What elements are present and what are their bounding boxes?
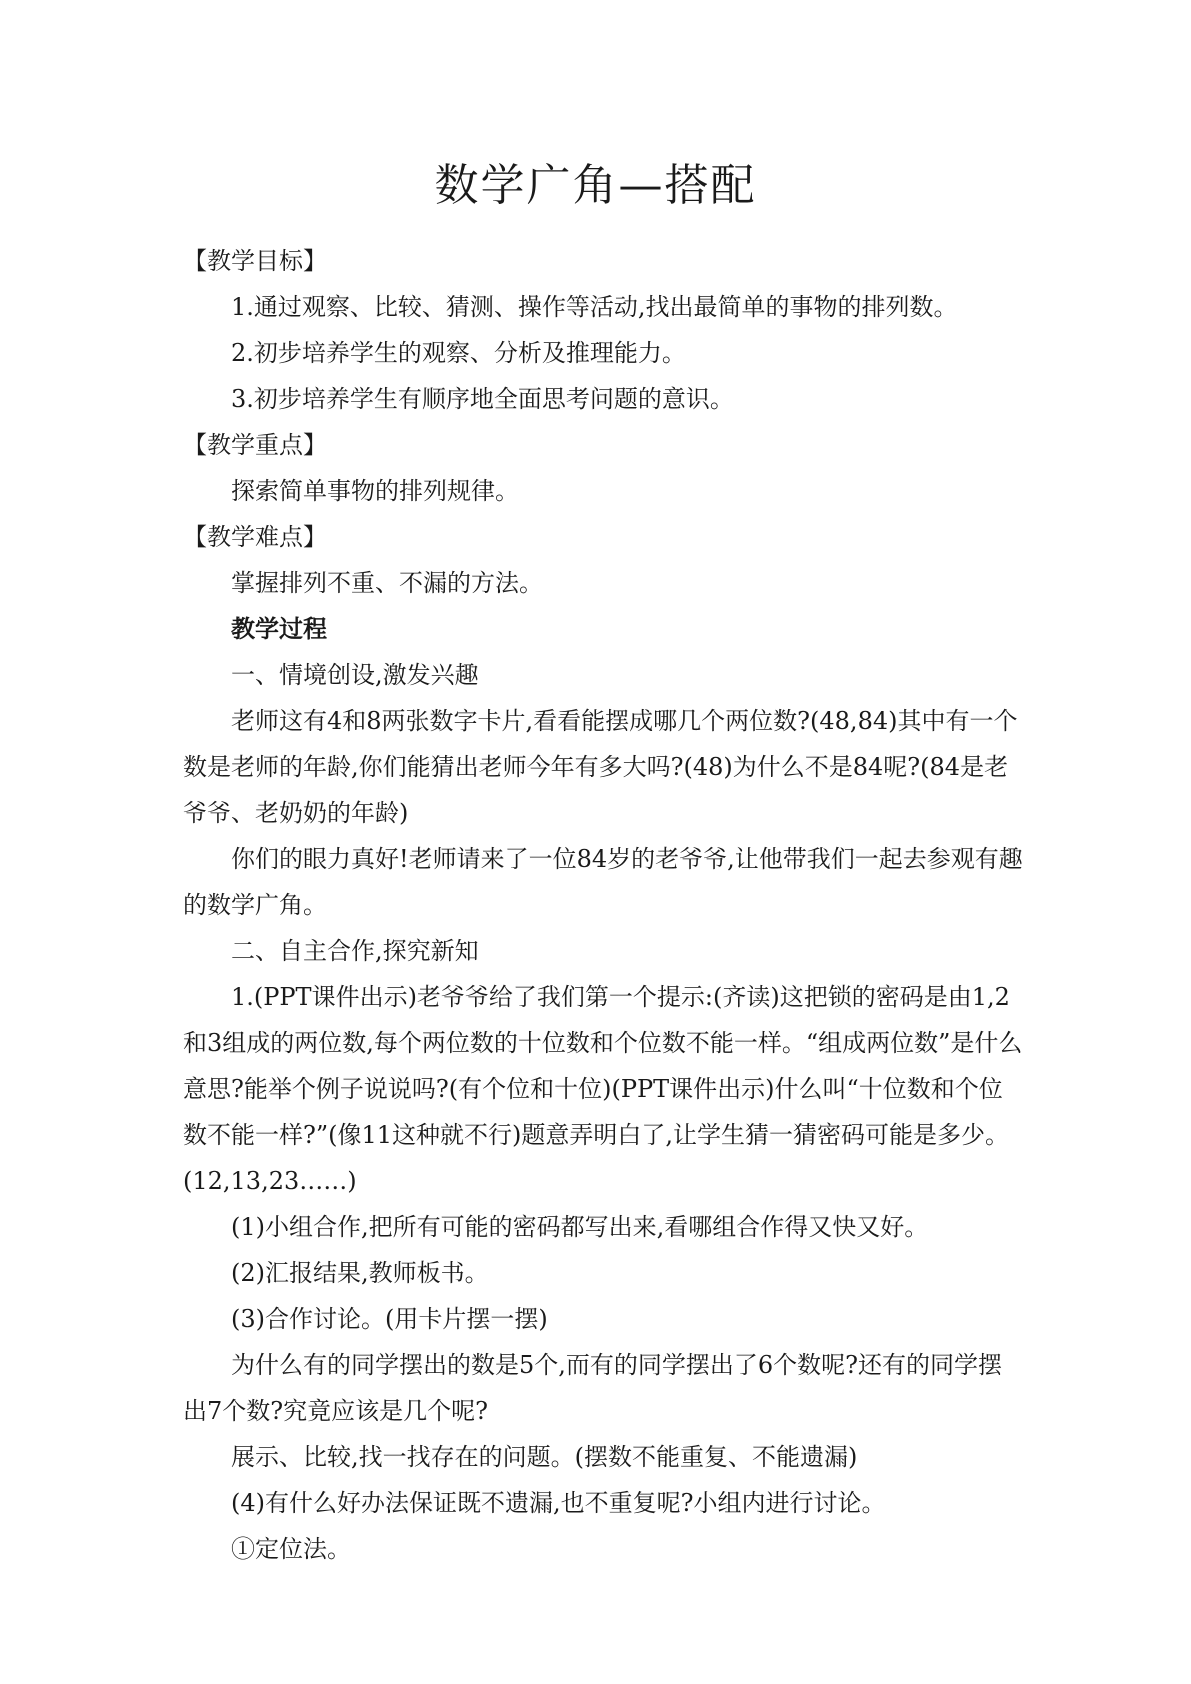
section-heading-key-points: 【教学重点】 [183,431,327,459]
step-item: (3)合作讨论。(用卡片摆一摆) [231,1305,548,1333]
key-points-text: 探索简单事物的排列规律。 [231,477,519,505]
part-heading: 二、自主合作,探究新知 [231,937,479,965]
section-heading-goals: 【教学目标】 [183,247,327,275]
goal-item: 1.通过观察、比较、猜测、操作等活动,找出最简单的事物的排列数。 [231,293,958,321]
difficulties-text: 掌握排列不重、不漏的方法。 [231,569,543,597]
paragraph: 1.(PPT课件出示)老爷爷给了我们第一个提示:(齐读)这把锁的密码是由1,2和3组成的两位数,每个两位数的十位数和个位数不能一样。“组成两位数”是什么意思?能举个例子说说吗?(有个位和十位)(PPT课件出示)什么叫“十位数和个位数不能一样?”(像11这种就不行)题意弄明白了,让学生猜一猜密码可能是多少。(12,13,23……) [183,983,1023,1195]
paragraph: 你们的眼力真好!老师请来了一位84岁的老爷爷,让他带我们一起去参观有趣的数学广角。 [183,845,1023,919]
step-item: (1)小组合作,把所有可能的密码都写出来,看哪组合作得又快又好。 [231,1213,929,1241]
section-heading-difficulties: 【教学难点】 [183,523,327,551]
page-title: 数学广角—搭配 [434,160,757,211]
step-item: (4)有什么好办法保证既不遗漏,也不重复呢?小组内进行讨论。 [231,1489,886,1517]
process-heading: 教学过程 [231,614,327,643]
paragraph: 老师这有4和8两张数字卡片,看看能摆成哪几个两位数?(48,84)其中有一个数是老师的年龄,你们能猜出老师今年有多大吗?(48)为什么不是84呢?(84是老爷爷、老奶奶的年龄) [183,707,1018,827]
goal-item: 2.初步培养学生的观察、分析及推理能力。 [231,339,686,367]
method-item: ①定位法。 [231,1535,351,1563]
step-item: (2)汇报结果,教师板书。 [231,1259,489,1287]
part-heading: 一、情境创设,激发兴趣 [231,661,479,689]
document-body [183,238,1023,1572]
paragraph: 为什么有的同学摆出的数是5个,而有的同学摆出了6个数呢?还有的同学摆出7个数?究竟应该是几个呢? [183,1351,1003,1425]
goal-item: 3.初步培养学生有顺序地全面思考问题的意识。 [231,385,734,413]
paragraph: 展示、比较,找一找存在的问题。(摆数不能重复、不能遗漏) [231,1443,858,1471]
